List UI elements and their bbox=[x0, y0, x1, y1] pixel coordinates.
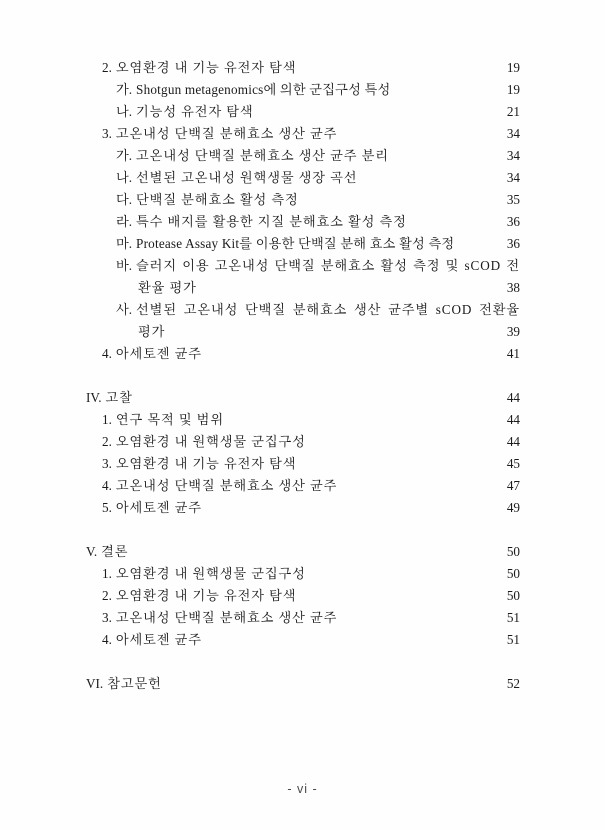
dot-leader bbox=[341, 609, 501, 622]
toc-entry[interactable] bbox=[102, 453, 520, 475]
dot-leader bbox=[206, 631, 501, 644]
page-folio: - vi - bbox=[287, 782, 318, 796]
dot-leader bbox=[394, 81, 501, 94]
toc-page-number: 47 bbox=[506, 478, 520, 493]
toc-page-number: 44 bbox=[506, 390, 520, 405]
toc-entry-title: 선별된 고온내성 단백질 분해효소 생산 균주별 sCOD 전환율 bbox=[136, 302, 520, 317]
toc-group bbox=[86, 673, 520, 695]
toc-entry-title: 오염환경 내 기능 유전자 탐색 bbox=[115, 60, 297, 75]
toc-entry[interactable] bbox=[86, 541, 520, 563]
toc-entry-title: 고찰 bbox=[105, 390, 133, 405]
toc-entry-number: 나. bbox=[116, 104, 133, 119]
toc-entry-title: 특수 배지를 활용한 지질 분해효소 활성 측정 bbox=[136, 214, 407, 229]
toc-entry-title: 아세토젠 균주 bbox=[115, 632, 202, 647]
toc-entry[interactable] bbox=[116, 255, 520, 277]
toc-entry[interactable] bbox=[102, 409, 520, 431]
toc-page-number: 41 bbox=[506, 346, 520, 361]
toc-entry-title-continued: 환율 평가 bbox=[138, 280, 197, 295]
toc-entry[interactable] bbox=[116, 233, 520, 255]
toc-page-number: 51 bbox=[506, 610, 520, 625]
dot-leader bbox=[300, 455, 501, 468]
toc-entry-number: VI. bbox=[86, 676, 104, 691]
dot-leader bbox=[206, 345, 501, 358]
toc-entry-title: 오염환경 내 기능 유전자 탐색 bbox=[115, 588, 297, 603]
toc-entry[interactable] bbox=[102, 123, 520, 145]
toc-page-number: 34 bbox=[506, 148, 520, 163]
toc-page-number: 19 bbox=[506, 82, 520, 97]
table-of-contents bbox=[86, 57, 520, 695]
toc-entry[interactable] bbox=[116, 299, 520, 321]
dot-leader bbox=[300, 59, 501, 72]
group-spacer bbox=[86, 365, 520, 387]
toc-entry-number: 가. bbox=[116, 148, 133, 163]
toc-entry[interactable] bbox=[102, 343, 520, 365]
toc-page-number: 21 bbox=[506, 104, 520, 119]
toc-entry-continuation[interactable] bbox=[138, 321, 520, 343]
toc-entry-title: 고온내성 단백질 분해효소 생산 균주 bbox=[115, 610, 338, 625]
toc-entry[interactable] bbox=[86, 387, 520, 409]
toc-entry[interactable] bbox=[102, 629, 520, 651]
toc-entry-number: 라. bbox=[116, 214, 133, 229]
toc-entry-number: 사. bbox=[116, 302, 133, 317]
toc-entry-number: 4. bbox=[102, 346, 112, 361]
toc-page-number: 34 bbox=[506, 126, 520, 141]
toc-page-number: 34 bbox=[506, 170, 520, 185]
dot-leader bbox=[458, 235, 501, 248]
toc-entry-title: 결론 bbox=[101, 544, 129, 559]
toc-entry-title: 오염환경 내 기능 유전자 탐색 bbox=[115, 456, 297, 471]
dot-leader bbox=[137, 389, 501, 402]
dot-leader bbox=[201, 279, 501, 292]
toc-entry-number: 1. bbox=[102, 566, 112, 581]
group-spacer bbox=[86, 651, 520, 673]
toc-entry-title-continued: 평가 bbox=[138, 324, 166, 339]
dot-leader bbox=[300, 587, 501, 600]
toc-group bbox=[86, 387, 520, 519]
toc-entry[interactable] bbox=[102, 475, 520, 497]
toc-entry[interactable] bbox=[102, 431, 520, 453]
toc-entry-title: 아세토젠 균주 bbox=[115, 346, 202, 361]
toc-entry-number: V. bbox=[86, 544, 98, 559]
toc-entry[interactable] bbox=[102, 585, 520, 607]
toc-entry[interactable] bbox=[116, 101, 520, 123]
toc-entry-number: 4. bbox=[102, 478, 112, 493]
toc-page-number: 44 bbox=[506, 412, 520, 427]
toc-group bbox=[86, 57, 520, 365]
toc-entry-title: 슬러지 이용 고온내성 단백질 분해효소 활성 측정 및 sCOD 전 bbox=[136, 258, 520, 273]
toc-entry-number: 다. bbox=[116, 192, 133, 207]
toc-page-number: 36 bbox=[506, 236, 520, 251]
dot-leader bbox=[206, 499, 501, 512]
toc-entry[interactable] bbox=[116, 79, 520, 101]
toc-entry[interactable] bbox=[116, 167, 520, 189]
dot-leader bbox=[310, 433, 501, 446]
toc-entry-number: 4. bbox=[102, 632, 112, 647]
toc-entry-number: 바. bbox=[116, 258, 133, 273]
toc-page-number: 50 bbox=[506, 588, 520, 603]
toc-page-number: 44 bbox=[506, 434, 520, 449]
toc-entry-continuation[interactable] bbox=[138, 277, 520, 299]
toc-entry-number: 2. bbox=[102, 434, 112, 449]
dot-leader bbox=[169, 323, 501, 336]
dot-leader bbox=[132, 543, 501, 556]
toc-page-number: 35 bbox=[506, 192, 520, 207]
dot-leader bbox=[228, 411, 501, 424]
dot-leader bbox=[166, 675, 501, 688]
dot-leader bbox=[341, 477, 501, 490]
group-spacer bbox=[86, 519, 520, 541]
toc-entry-title: 고온내성 단백질 분해효소 생산 균주 분리 bbox=[136, 148, 389, 163]
toc-entry[interactable] bbox=[102, 607, 520, 629]
toc-entry-number: IV. bbox=[86, 390, 102, 405]
toc-page-number: 19 bbox=[506, 60, 520, 75]
toc-page-number: 49 bbox=[506, 500, 520, 515]
dot-leader bbox=[393, 147, 501, 160]
toc-entry-title: Protease Assay Kit를 이용한 단백질 분해 효소 활성 측정 bbox=[136, 236, 455, 251]
dot-leader bbox=[361, 169, 501, 182]
toc-entry-title: 고온내성 단백질 분해효소 생산 균주 bbox=[115, 478, 338, 493]
toc-entry-title: 오염환경 내 원핵생물 군집구성 bbox=[115, 434, 306, 449]
dot-leader bbox=[303, 191, 501, 204]
dot-leader bbox=[411, 213, 501, 226]
toc-entry[interactable] bbox=[102, 57, 520, 79]
toc-entry-title: 아세토젠 균주 bbox=[115, 500, 202, 515]
toc-page-number: 45 bbox=[506, 456, 520, 471]
toc-entry[interactable] bbox=[86, 673, 520, 695]
toc-entry[interactable] bbox=[116, 211, 520, 233]
toc-group bbox=[86, 541, 520, 651]
toc-page-number: 51 bbox=[506, 632, 520, 647]
toc-entry-number: 5. bbox=[102, 500, 112, 515]
toc-entry-title: 연구 목적 및 범위 bbox=[115, 412, 224, 427]
toc-entry-number: 2. bbox=[102, 60, 112, 75]
toc-entry-title: 참고문헌 bbox=[107, 676, 162, 691]
toc-page-number: 39 bbox=[506, 324, 520, 339]
dot-leader bbox=[258, 103, 501, 116]
toc-page-number: 50 bbox=[506, 566, 520, 581]
toc-entry-title: Shotgun metagenomics에 의한 군집구성 특성 bbox=[136, 82, 391, 97]
toc-entry-number: 3. bbox=[102, 126, 112, 141]
toc-entry[interactable] bbox=[116, 145, 520, 167]
toc-entry-number: 마. bbox=[116, 236, 133, 251]
toc-entry[interactable] bbox=[102, 497, 520, 519]
toc-entry-number: 가. bbox=[116, 82, 133, 97]
toc-entry-title: 오염환경 내 원핵생물 군집구성 bbox=[115, 566, 306, 581]
toc-entry[interactable] bbox=[102, 563, 520, 585]
toc-entry-title: 단백질 분해효소 활성 측정 bbox=[136, 192, 299, 207]
toc-entry-number: 1. bbox=[102, 412, 112, 427]
toc-page-number: 38 bbox=[506, 280, 520, 295]
toc-entry-number: 3. bbox=[102, 456, 112, 471]
toc-page-number: 52 bbox=[506, 676, 520, 691]
dot-leader bbox=[310, 565, 501, 578]
toc-page-number: 36 bbox=[506, 214, 520, 229]
toc-entry-number: 나. bbox=[116, 170, 133, 185]
toc-entry-number: 2. bbox=[102, 588, 112, 603]
toc-entry[interactable] bbox=[116, 189, 520, 211]
toc-entry-title: 선별된 고온내성 원핵생물 생장 곡선 bbox=[136, 170, 358, 185]
toc-page-number: 50 bbox=[506, 544, 520, 559]
toc-entry-number: 3. bbox=[102, 610, 112, 625]
toc-entry-title: 고온내성 단백질 분해효소 생산 균주 bbox=[115, 126, 338, 141]
toc-entry-title: 기능성 유전자 탐색 bbox=[136, 104, 254, 119]
dot-leader bbox=[341, 125, 501, 138]
